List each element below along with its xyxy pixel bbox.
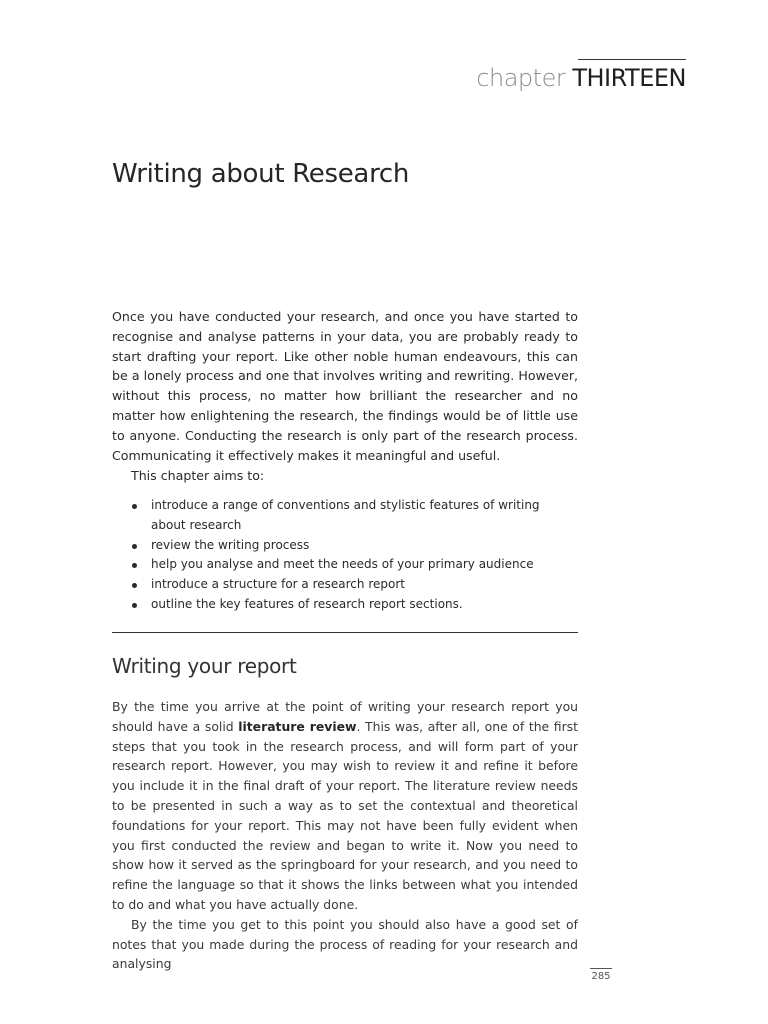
list-item-text: review the writing process bbox=[151, 537, 310, 552]
chapter-label: chapter bbox=[476, 64, 566, 92]
body-paragraph: By the time you get to this point you should also have a good set of notes that you made during the process of reading for your research and analysing bbox=[112, 916, 578, 972]
list-item-text: introduce a range of conventions and stylistic features of writing about research bbox=[151, 498, 540, 532]
section-title: Writing your report bbox=[112, 654, 297, 678]
aims-list bbox=[130, 496, 560, 615]
aims-intro: This chapter aims to: bbox=[131, 468, 265, 483]
list-item bbox=[130, 555, 560, 575]
bullet-icon bbox=[132, 583, 137, 588]
bullet-icon bbox=[132, 544, 137, 549]
list-item bbox=[130, 595, 560, 615]
list-item bbox=[130, 496, 560, 536]
paragraph-text: . This was, after all, one of the first steps that you took in the research process, and will form part of your research report. However, you may wish to review it and refine it before you include it in the final draft of your report. The literature review needs to be presented in such a way as to set the contextual and theoretical foundations for your report. This may not have been fully evident when you first conducted the review and began to write it. Now you need to show how it served as the springboard for your research, and you need to refine the language so that it shows the links between what you intended to do and what you have actually done. bbox=[112, 718, 579, 912]
list-item-text: introduce a structure for a research report bbox=[151, 577, 405, 592]
bullet-icon bbox=[132, 504, 137, 509]
chapter-title: Writing about Research bbox=[112, 159, 410, 189]
chapter-heading bbox=[476, 62, 686, 94]
bullet-icon bbox=[132, 603, 137, 608]
paragraph-text: By the time you arrive at the point of writing your research report you should have a solid bbox=[112, 699, 578, 734]
intro-paragraph: Once you have conducted your research, and once you have started to recognise and analyse patterns in your data, you are probably ready to start drafting your report. Like other noble human endeavours, this can be a lonely process and one that involves writing and rewriting. However, without this process, no matter how brilliant the researcher and no matter how enlightening the research, the findings would be of little use to anyone. Conducting the research is only part of the research process. Communicating it effectively makes it meaningful and useful. bbox=[112, 309, 578, 463]
list-item bbox=[130, 575, 560, 595]
chapter-rule bbox=[578, 59, 686, 60]
list-item-text: outline the key features of research report sections. bbox=[151, 596, 463, 611]
bullet-icon bbox=[132, 563, 137, 568]
chapter-number: THIRTEEN bbox=[572, 64, 686, 92]
section-body bbox=[112, 697, 578, 974]
list-item bbox=[130, 536, 560, 556]
body-paragraph bbox=[112, 697, 578, 915]
page-number: 285 bbox=[590, 968, 612, 985]
list-item-text: help you analyse and meet the needs of your primary audience bbox=[151, 557, 534, 572]
section-divider bbox=[112, 632, 578, 633]
key-term: literature review bbox=[238, 718, 357, 734]
